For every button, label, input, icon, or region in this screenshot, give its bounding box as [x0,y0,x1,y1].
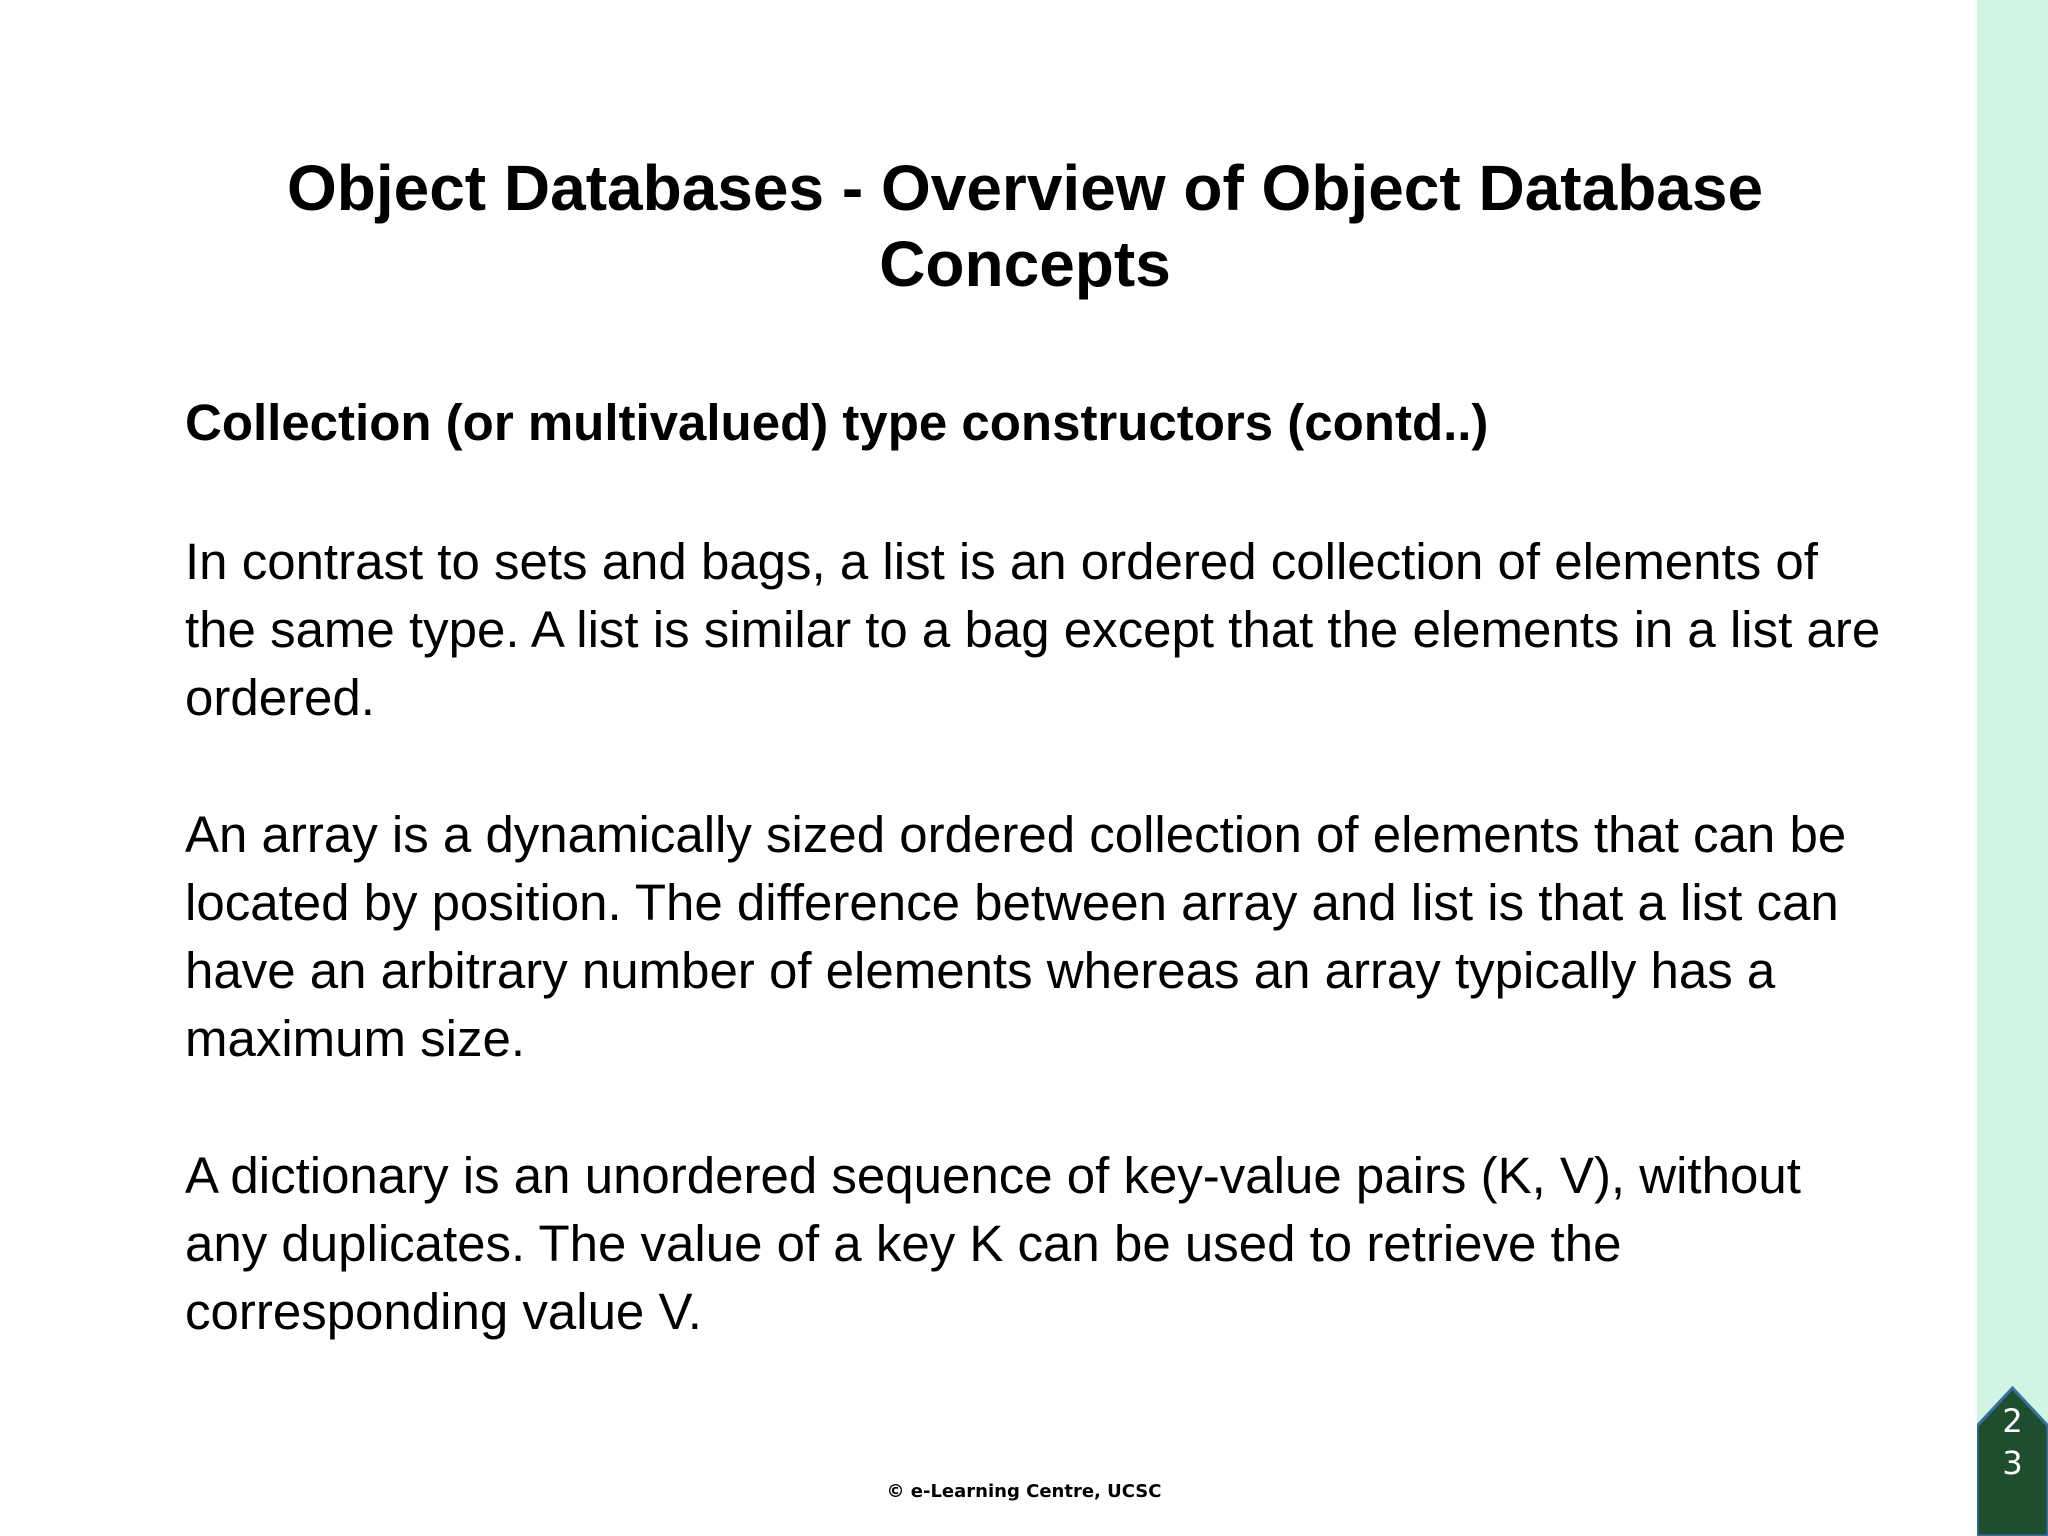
paragraph-dictionary: A dictionary is an unordered sequence of key-value pairs (K, V), without any duplicates. The value of a key K can be used to retrieve the corresponding value V. [185,1147,1801,1340]
paragraph-list: In contrast to sets and bags, a list is an ordered collection of elements of the same type. A list is similar to a bag except that the elements in a list are ordered. [185,533,1881,726]
footer-copyright: © e-Learning Centre, UCSC [886,1481,1162,1502]
sidebar-accent [1977,0,2048,1536]
paragraph-array: An array is a dynamically sized ordered collection of elements that can be located by position. The difference between array and list is that a list can have an arbitrary number of elements whereas an array typically has a maximum size. [185,806,1847,1067]
page-number: 23 [2002,1402,2023,1482]
slide-subtitle: Collection (or multivalued) type constructors (contd..) [185,394,1489,451]
slide-title: Object Databases - Overview of Object Database Concepts [286,152,1764,300]
